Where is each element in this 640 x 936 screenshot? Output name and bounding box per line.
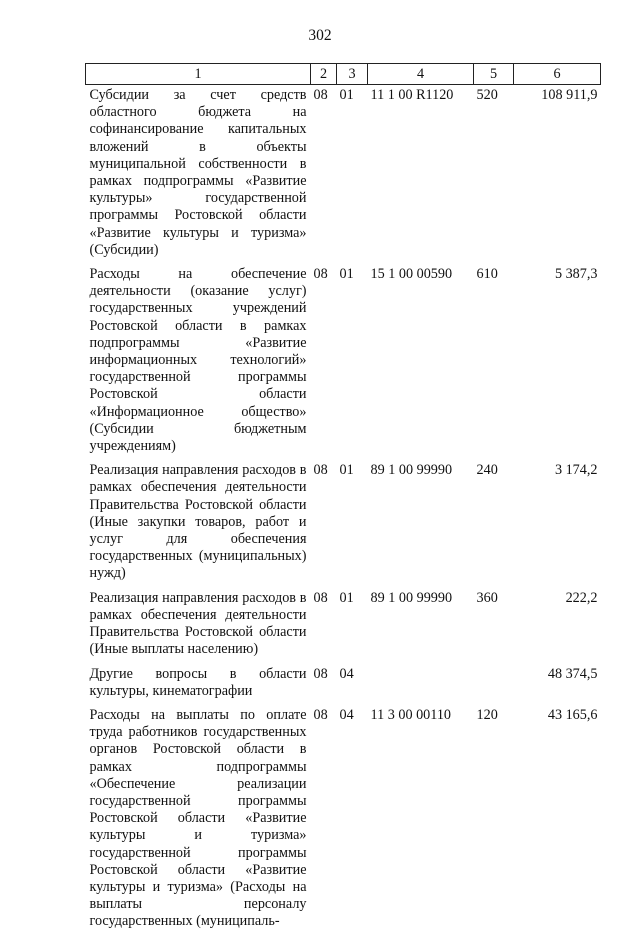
row-name: Расходы на выплаты по оплате труда работников государственных органов Ростовской области в рамках подпрограммы «Обеспечение реализации государственной программы Ростовской области «Развитие культуры и туризма» государственной программы Ростовской области «Развитие культуры и туризма» (Расходы на выплаты персоналу государственных (муниципаль- — [89, 706, 307, 930]
row-subsection: 04 — [339, 706, 354, 723]
column-header: 6 — [514, 64, 601, 85]
row-subsection: 01 — [339, 87, 354, 103]
column-header: 3 — [337, 64, 368, 85]
row-name: Расходы на обеспечение деятельности (оказание услуг) государственных учреждений Ростовской области в рамках подпрограммы «Развитие информационных технологий» государственной программы Ростовской области «Информационное общество» (Субсидии бюджетным учреждениям) — [89, 266, 307, 455]
row-expense-type: 360 — [476, 589, 498, 606]
row-subsection: 01 — [339, 589, 354, 606]
row-subsection: 01 — [339, 462, 354, 479]
row-subsection: 01 — [339, 266, 354, 283]
row-section: 08 — [313, 589, 328, 606]
row-section: 08 — [313, 87, 328, 103]
page-number: 302 — [308, 27, 332, 44]
table-body — [86, 85, 601, 936]
row-target-item: 11 1 00 R1120 — [370, 87, 454, 103]
budget-table — [85, 63, 601, 936]
row-amount: 43 165,6 — [547, 706, 598, 723]
row-name: Реализация направления расходов в рамках обеспечения деятельности Правительства Ростовской области (Иные выплаты населению) — [89, 589, 307, 658]
row-expense-type: 520 — [476, 87, 498, 103]
table-header — [86, 64, 601, 85]
row-amount: 108 911,9 — [541, 87, 598, 103]
row-name: Субсидии за счет средств областного бюджета на софинансирование капитальных вложений в объекты муниципальной собственности в рамках подпрограммы «Развитие культуры» государственной программы Ростовской области «Развитие культуры и туризма» (Субсидии) — [89, 87, 307, 258]
row-section: 08 — [313, 266, 328, 283]
row-target-item: 11 3 00 00110 — [370, 706, 452, 723]
column-header: 2 — [311, 64, 337, 85]
row-section: 08 — [313, 665, 328, 682]
row-target-item — [368, 664, 474, 705]
row-target-item: 15 1 00 00590 — [370, 266, 453, 283]
row-amount: 48 374,5 — [547, 665, 598, 682]
row-section: 08 — [313, 706, 328, 723]
row-name: Другие вопросы в области культуры, кинематографии — [89, 665, 307, 699]
row-section: 08 — [313, 462, 328, 479]
row-expense-type: 610 — [476, 266, 498, 283]
header-row — [86, 64, 601, 85]
row-amount: 5 387,3 — [554, 266, 598, 283]
row-expense-type: 240 — [476, 462, 498, 479]
column-header: 4 — [368, 64, 474, 85]
table-row — [86, 664, 601, 705]
row-target-item: 89 1 00 99990 — [370, 589, 453, 606]
column-header: 5 — [474, 64, 514, 85]
table-row — [86, 85, 601, 265]
table-row — [86, 264, 601, 460]
table-row — [86, 588, 601, 664]
row-name: Реализация направления расходов в рамках обеспечения деятельности Правительства Ростовской области (Иные закупки товаров, работ и услуг для обеспечения государственных (муниципальных) нужд) — [89, 462, 307, 582]
row-amount: 222,2 — [565, 589, 598, 606]
row-target-item: 89 1 00 99990 — [370, 462, 453, 479]
table-row — [86, 460, 601, 587]
row-subsection: 04 — [339, 665, 354, 682]
row-expense-type: 120 — [476, 706, 498, 723]
table-row — [86, 705, 601, 936]
column-header: 1 — [86, 64, 311, 85]
row-expense-type — [474, 664, 514, 705]
row-amount: 3 174,2 — [554, 462, 598, 479]
